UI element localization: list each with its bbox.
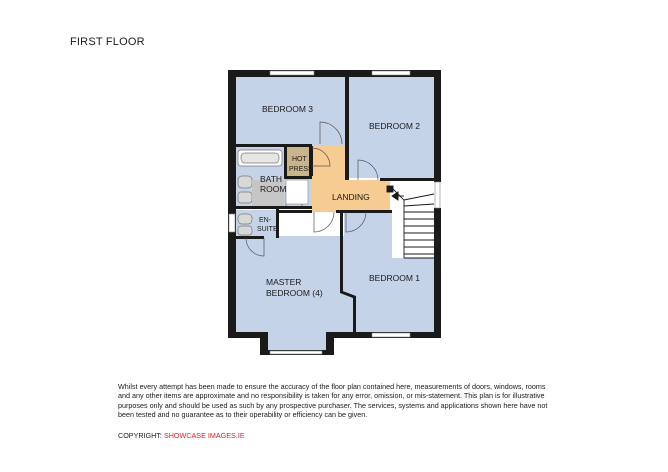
wall-b3-b2: [345, 76, 349, 180]
master-bay-area: [268, 330, 326, 352]
wall-left-upper: [228, 70, 236, 238]
floor-title: FIRST FLOOR: [70, 36, 145, 48]
wall-b3-bath: [234, 144, 312, 147]
wall-bath-bottom: [236, 206, 312, 209]
bath-basin-icon: [238, 192, 252, 203]
copyright-brand: SHOWCASE IMAGES.IE: [163, 431, 245, 440]
label-bath-2: ROOM: [260, 184, 287, 194]
label-bedroom-2: BEDROOM 2: [369, 121, 421, 131]
disclaimer-text: Whilst every attempt has been made to ensure the accuracy of the floor plan contained here, measurements of doors, windows, rooms and any other items are approximate and no responsibility is taken for any error, omission, or mis-statement. This plan is for illustrative purposes only and should be used as such by any prospective purchaser. The services, systems and applications shown here have not been tested and no guarantee as to their operability or efficiency can be given.: [118, 382, 548, 419]
window-b2: [372, 71, 410, 75]
ensuite-toilet-icon: [238, 214, 252, 224]
label-master-2: BEDROOM (4): [266, 288, 323, 298]
window-bay: [270, 351, 322, 354]
label-hot-press-1: HOT: [292, 156, 307, 163]
label-ensuite-2: SUITE: [257, 226, 278, 233]
label-master-1: MASTER: [266, 277, 302, 287]
shower-tray-icon: [286, 180, 308, 204]
wall-ensuite-bottom: [236, 236, 264, 239]
window-right: [435, 182, 440, 208]
label-ensuite-1: EN-: [259, 217, 272, 224]
label-bedroom-3: BEDROOM 3: [262, 104, 314, 114]
stair-post: [387, 186, 393, 192]
copyright-prefix: COPYRIGHT:: [118, 431, 162, 440]
wall-landing-bottom-right: [336, 210, 392, 213]
door-master: [314, 212, 334, 232]
bath-toilet-icon: [238, 176, 252, 188]
wall-right-lower: [434, 208, 441, 338]
wall-b2-bottom: [380, 178, 436, 181]
ensuite-basin-icon: [238, 226, 252, 235]
bath-inner: [241, 153, 279, 163]
label-landing: LANDING: [332, 192, 370, 202]
window-b1: [372, 333, 410, 337]
label-hot-press-2: PRESS: [289, 166, 313, 173]
window-left-ensuite: [229, 214, 235, 232]
copyright-line: [118, 431, 245, 440]
wall-hotpress-bottom: [284, 176, 312, 179]
window-b3: [270, 71, 314, 75]
wall-landing-bottom-left: [276, 210, 312, 213]
wall-hotpress-right: [284, 146, 287, 178]
wall-left-lower: [228, 238, 236, 338]
wall-master-b1: [340, 212, 343, 292]
label-bedroom-1: BEDROOM 1: [369, 273, 421, 283]
wall-right-upper: [434, 70, 441, 182]
label-bath-1: BATH: [260, 174, 283, 184]
